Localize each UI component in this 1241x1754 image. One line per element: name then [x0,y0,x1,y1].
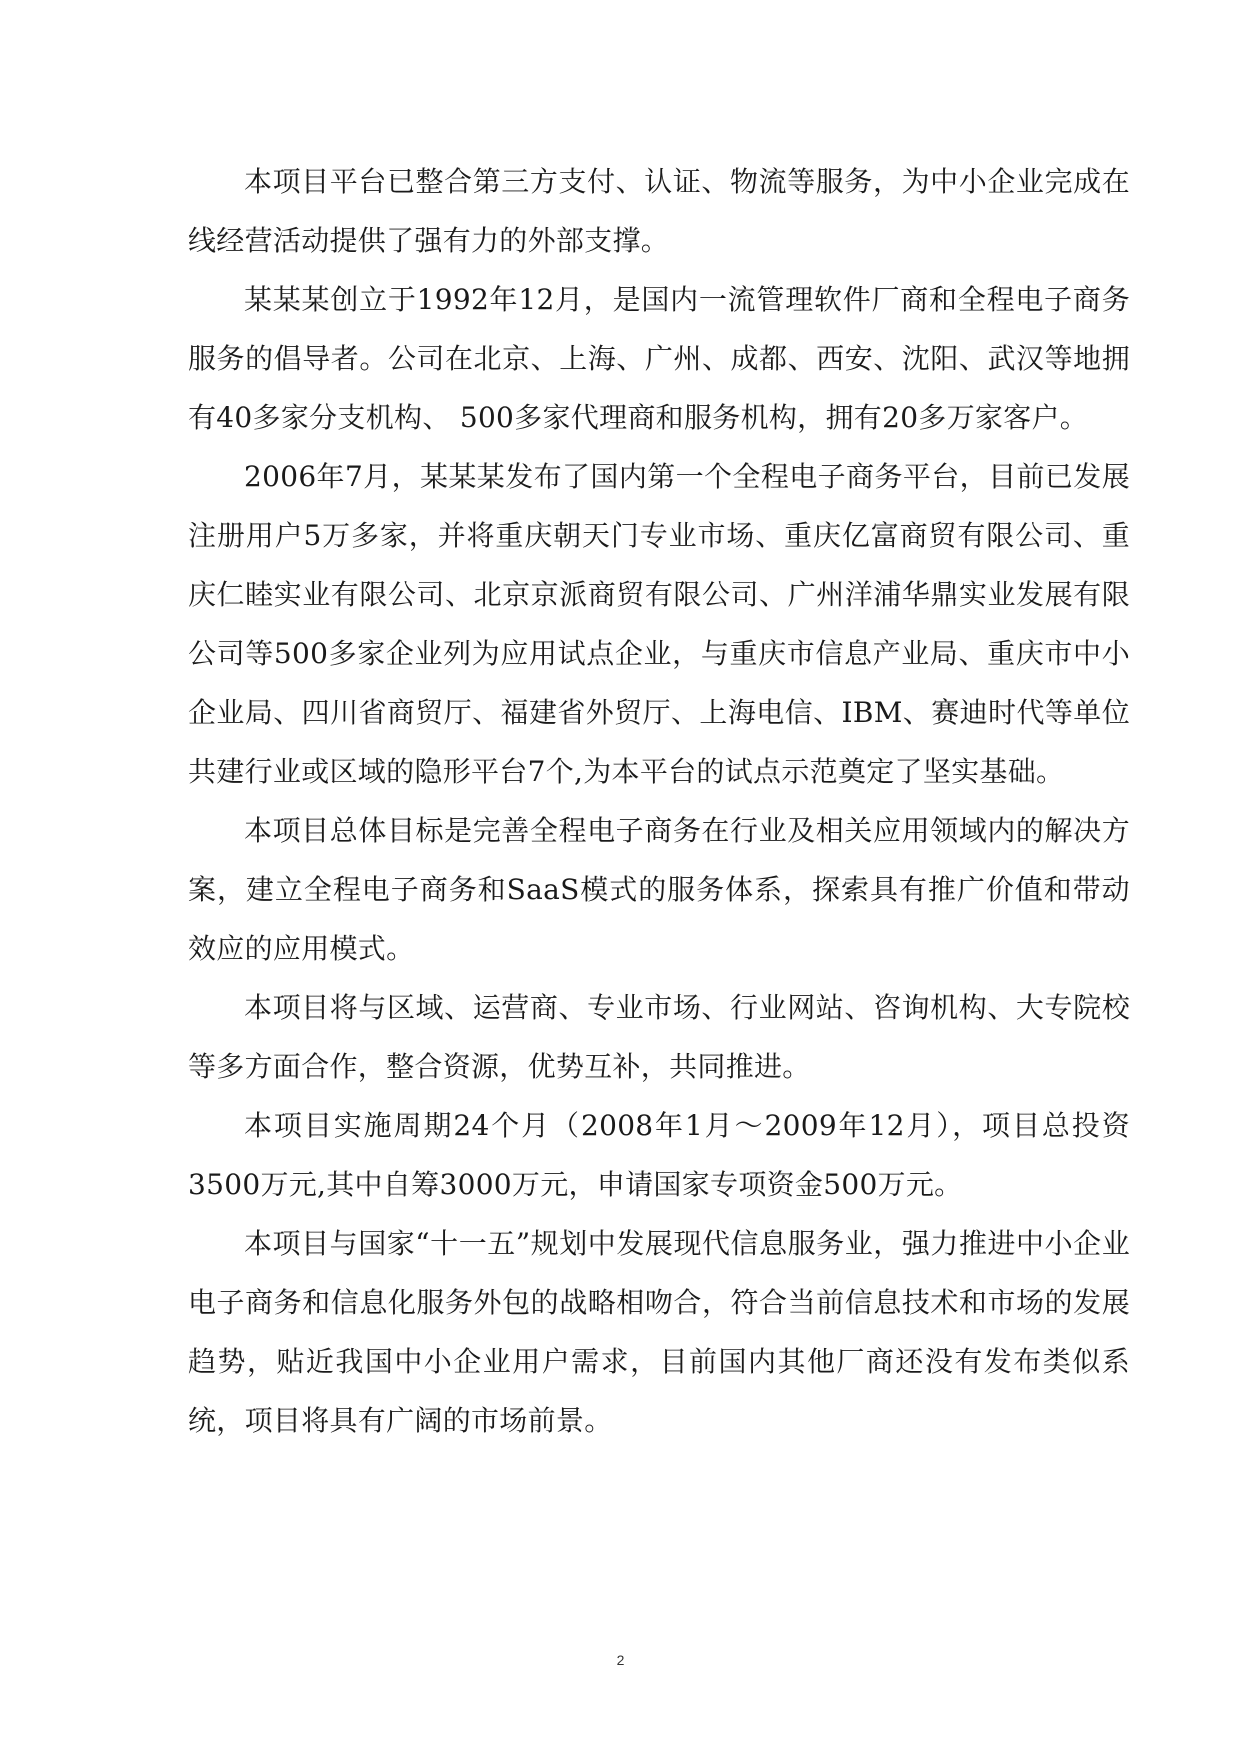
document-body [188,152,1130,1450]
paragraph-project-goal: 本项目总体目标是完善全程电子商务在行业及相关应用领域内的解决方案，建立全程电子商务和SaaS模式的服务体系，探索具有推广价值和带动效应的应用模式。 [188,814,1130,965]
paragraph-market-outlook: 本项目与国家“十一五”规划中发展现代信息服务业，强力推进中小企业电子商务和信息化服务外包的战略相吻合，符合当前信息技术和市场的发展趋势，贴近我国中小企业用户需求，目前国内其他厂商还没有发布类似系统，项目将具有广阔的市场前景。 [188,1227,1130,1437]
paragraph-platform-history: 2006年7月，某某某发布了国内第一个全程电子商务平台，目前已发展注册用户5万多家，并将重庆朝天门专业市场、重庆亿富商贸有限公司、重庆仁睦实业有限公司、北京京派商贸有限公司、广州洋浦华鼎实业发展有限公司等500多家企业列为应用试点企业，与重庆市信息产业局、重庆市中小企业局、四川省商贸厅、福建省外贸厅、上海电信、IBM、赛迪时代等单位共建行业或区域的隐形平台7个,为本平台的试点示范奠定了坚实基础。 [188,460,1130,788]
paragraph-schedule-investment: 本项目实施周期24个月（2008年1月～2009年12月），项目总投资3500万元,其中自筹3000万元，申请国家专项资金500万元。 [188,1109,1130,1201]
page-number: 2 [616,1652,625,1668]
paragraph-company-profile: 某某某创立于1992年12月，是国内一流管理软件厂商和全程电子商务服务的倡导者。公司在北京、上海、广州、成都、西安、沈阳、武汉等地拥有40多家分支机构、 500多家代理商和服务机构，拥有20多万家客户。 [188,283,1130,434]
paragraph-cooperation: 本项目将与区域、运营商、专业市场、行业网站、咨询机构、大专院校等多方面合作，整合资源，优势互补，共同推进。 [188,991,1130,1083]
paragraph-platform-services: 本项目平台已整合第三方支付、认证、物流等服务，为中小企业完成在线经营活动提供了强有力的外部支撑。 [188,165,1130,257]
